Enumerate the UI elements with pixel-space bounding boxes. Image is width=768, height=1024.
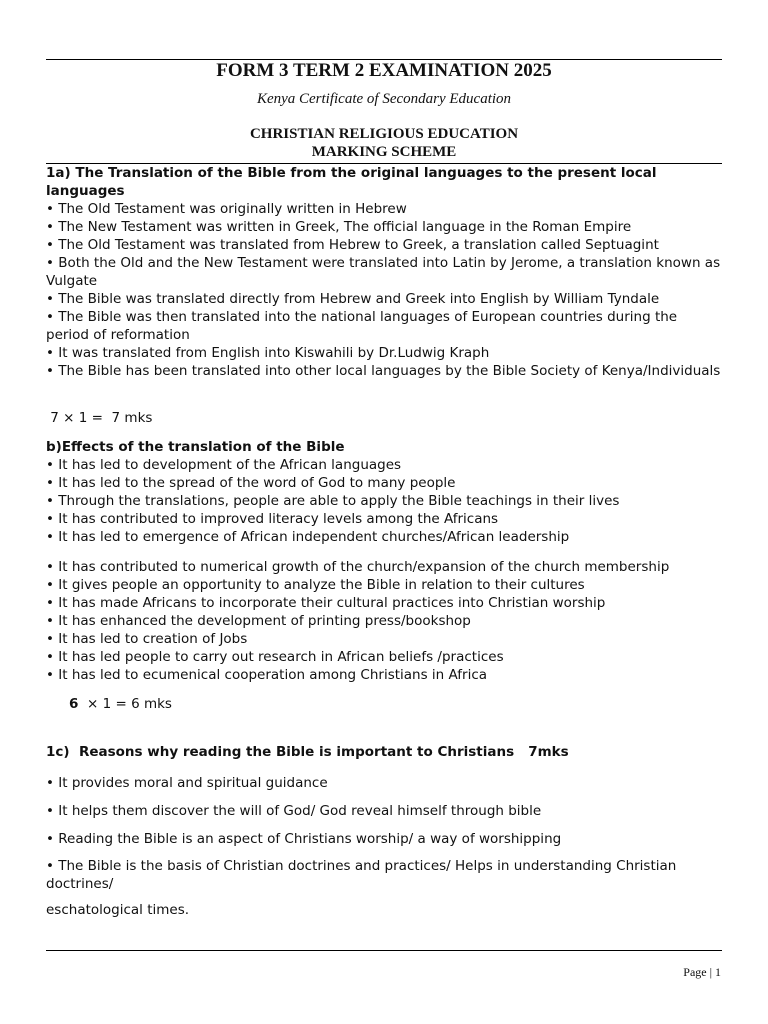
section-1c-item: • It provides moral and spiritual guidance (46, 775, 328, 791)
list-item: • Through the translations, people are able to apply the Bible teachings in their lives (46, 493, 620, 509)
section-1b-marks (69, 695, 669, 713)
section-1b-continued (46, 558, 722, 684)
list-item: • Both the Old and the New Testament were translated into Latin by Jerome, a translation known as Vulgate (46, 255, 721, 289)
list-item: • It has led to ecumenical cooperation among Christians in Africa (46, 667, 488, 683)
list-item: • It gives people an opportunity to analyze the Bible in relation to their cultures (46, 577, 585, 593)
section-1c-tail: eschatological times. (46, 902, 190, 918)
list-item: • It has led to the spread of the word of God to many people (46, 475, 456, 491)
marking-scheme-label: MARKING SCHEME (311, 144, 457, 160)
footer-rule (46, 950, 722, 951)
section-1c-item: • Reading the Bible is an aspect of Christians worship/ a way of worshipping (46, 831, 562, 847)
subject-heading (46, 125, 722, 161)
section-1c-item: • It helps them discover the will of God/ God reveal himself through bible (46, 803, 542, 819)
section-1a-heading: 1a) The Translation of the Bible from the original languages to the present local languages (46, 165, 657, 199)
list-item: • It has led to development of the African languages (46, 457, 402, 473)
marks-count: 6 (69, 696, 79, 712)
list-item: • The Bible was then translated into the national languages of European countries during the period of reformation (46, 309, 678, 343)
list-item: • It has made Africans to incorporate their cultural practices into Christian worship (46, 595, 606, 611)
list-item: • The Old Testament was originally written in Hebrew (46, 201, 407, 217)
exam-title: FORM 3 TERM 2 EXAMINATION 2025 (216, 60, 552, 81)
list-item: • It has enhanced the development of printing press/bookshop (46, 613, 471, 629)
section-1b (46, 438, 722, 546)
section-1a (46, 164, 722, 380)
list-item: • The Bible has been translated into other local languages by the Bible Society of Kenya/Individuals (46, 363, 721, 379)
section-1c-item: • The Bible is the basis of Christian doctrines and practices/ Helps in understanding Christian doctrines/ (46, 858, 677, 892)
section-1b-heading: b)Effects of the translation of the Bible (46, 439, 345, 455)
list-item: • It has contributed to numerical growth of the church/expansion of the church membership (46, 559, 670, 575)
list-item: • It has led people to carry out research in African beliefs /practices (46, 649, 504, 665)
list-item: • It was translated from English into Kiswahili by Dr.Ludwig Kraph (46, 345, 490, 361)
list-item: • It has contributed to improved literacy levels among the Africans (46, 511, 499, 527)
list-item: • The New Testament was written in Greek, The official language in the Roman Empire (46, 219, 632, 235)
exam-subtitle: Kenya Certificate of Secondary Education (256, 91, 512, 107)
list-item: • The Old Testament was translated from Hebrew to Greek, a translation called Septuagint (46, 237, 659, 253)
list-item: • It has led to emergence of African independent churches/African leadership (46, 529, 570, 545)
list-item: • The Bible was translated directly from Hebrew and Greek into English by William Tyndale (46, 291, 660, 307)
section-1c-heading: 1c) Reasons why reading the Bible is important to Christians 7mks (46, 744, 569, 760)
page-number: Page | 1 (683, 965, 721, 979)
section-1a-marks: 7 × 1 = 7 mks (46, 410, 153, 426)
marks-formula: × 1 = 6 mks (78, 696, 172, 712)
subject-name: CHRISTIAN RELIGIOUS EDUCATION (249, 126, 519, 142)
list-item: • It has led to creation of Jobs (46, 631, 248, 647)
